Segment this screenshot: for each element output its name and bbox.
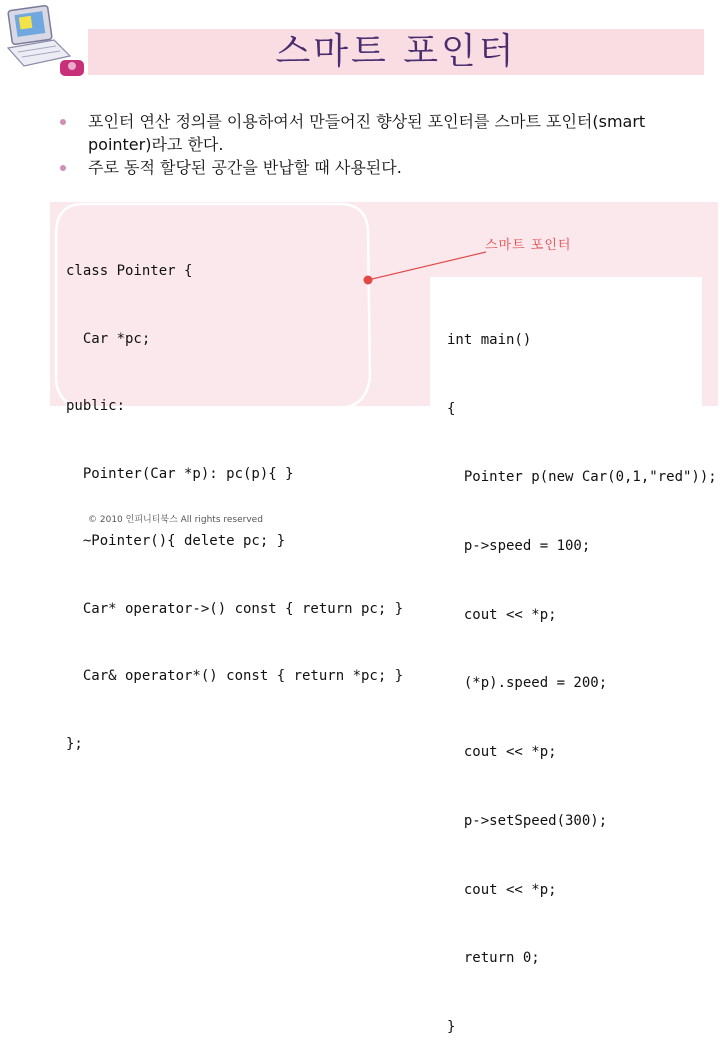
copyright-notice: © 2010 인피니티북스 All rights reserved (88, 515, 263, 525)
code-line: cout << *p; (447, 744, 557, 761)
code-line: Car* operator->() const { return pc; } (66, 600, 404, 617)
bullet-list (60, 110, 700, 179)
code-line: (*p).speed = 200; (447, 675, 608, 692)
code-line: } (447, 1019, 456, 1035)
code-line: Car& operator*() const { return *pc; } (66, 668, 404, 684)
code-line: Pointer(Car *p): pc(p){ } (66, 465, 294, 482)
code-line: p->speed = 100; (447, 537, 591, 554)
bullet-dot-icon (60, 165, 66, 171)
code-line: { (447, 400, 456, 417)
title-band (88, 29, 704, 75)
bullet-item (60, 110, 700, 156)
code-line: cout << *p; (447, 881, 557, 898)
code-line: class Pointer { (66, 263, 193, 279)
main-function-code (447, 283, 717, 1062)
code-line: ~Pointer(){ delete pc; } (66, 533, 286, 549)
bullet-dot-icon (60, 119, 66, 125)
class-pointer-code (66, 215, 403, 778)
code-line: }; (66, 735, 83, 752)
slide-title: 스마트 포인터 (275, 31, 517, 72)
code-line: Car *pc; (66, 330, 151, 347)
code-line: return 0; (447, 950, 540, 967)
bullet-text: 포인터 연산 정의를 이용하여서 만들어진 향상된 포인터를 스마트 포인터(smart pointer)라고 한다. (88, 112, 646, 154)
code-line: cout << *p; (447, 606, 557, 623)
bullet-item (60, 156, 700, 179)
code-line: int main() (447, 331, 532, 348)
code-line: p->setSpeed(300); (447, 812, 608, 829)
computer-icon (0, 0, 88, 80)
code-line: Pointer p(new Car(0,1,"red")); (447, 469, 717, 486)
annotation-label: 스마트 포인터 (485, 238, 572, 253)
bullet-text: 주로 동적 할당된 공간을 반납할 때 사용된다. (88, 158, 402, 177)
code-line: public: (66, 398, 126, 414)
